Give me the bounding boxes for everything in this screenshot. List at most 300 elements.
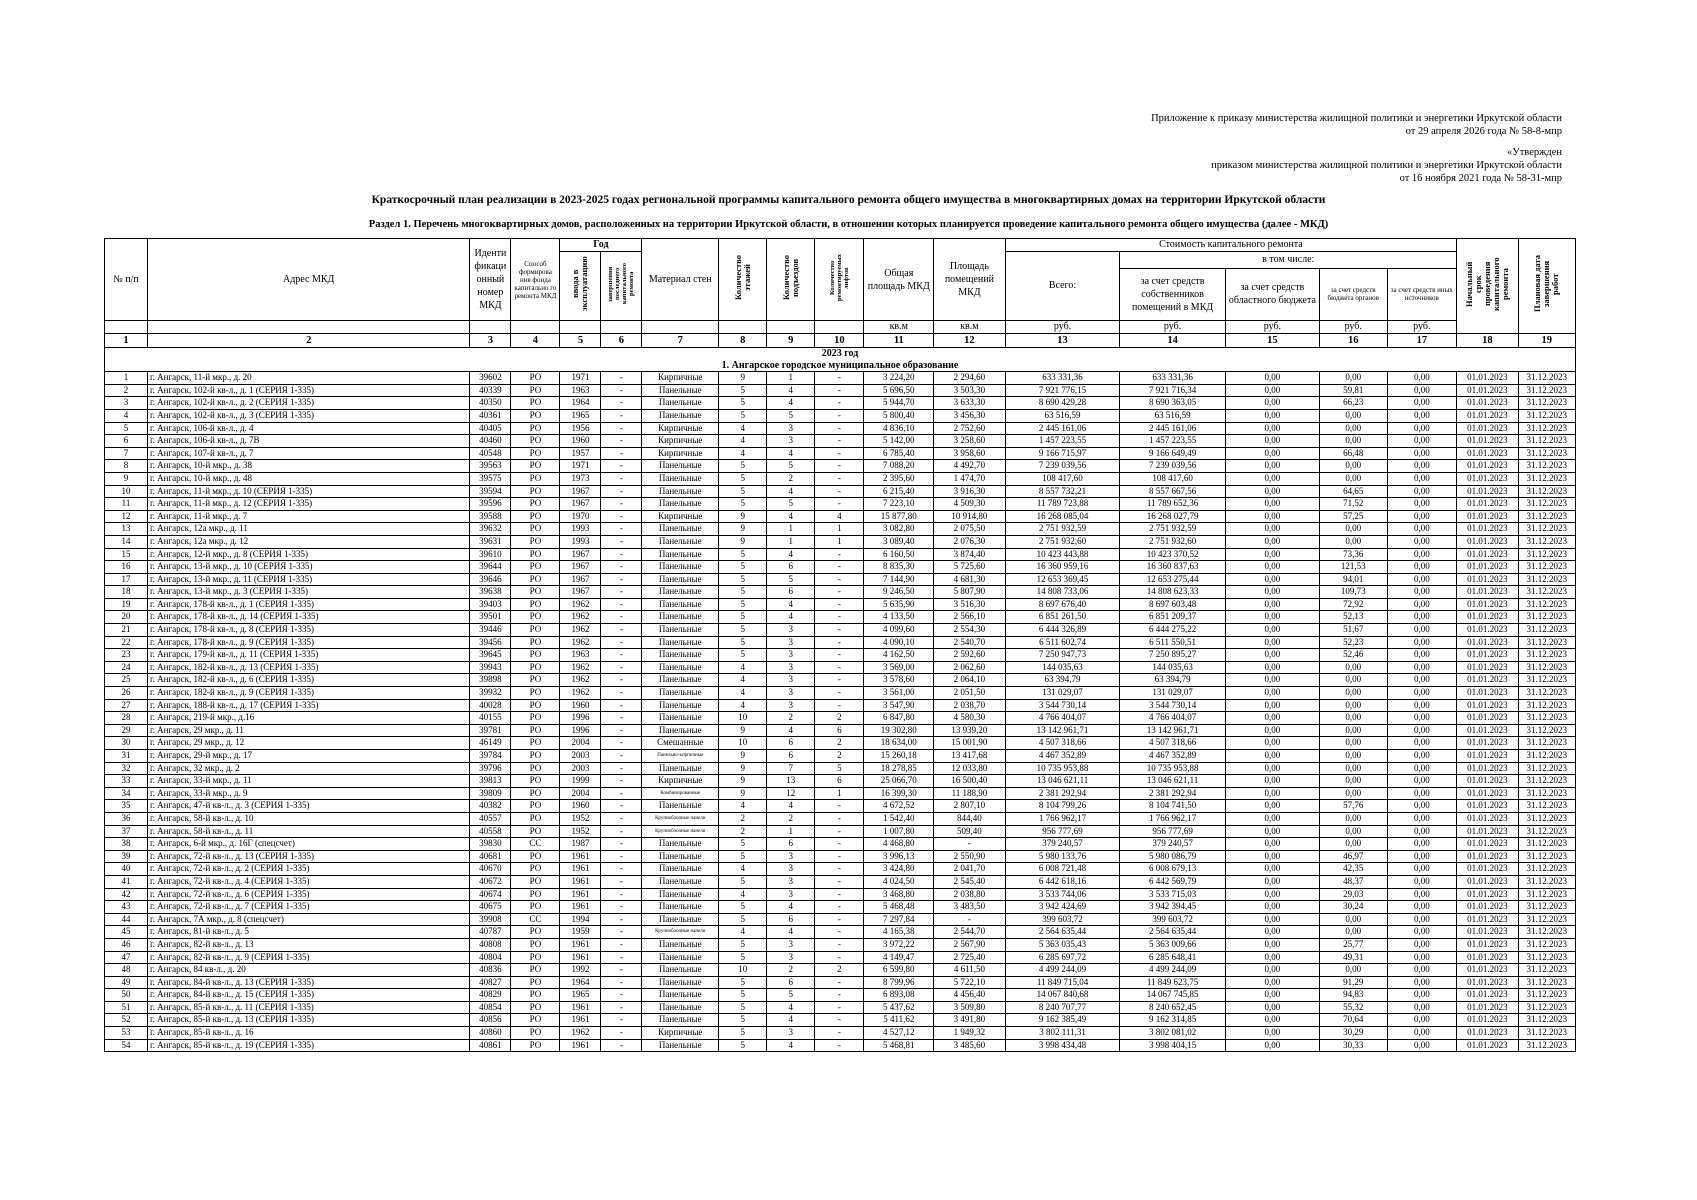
entrances-cell: 6 <box>767 750 815 763</box>
lifts-cell: - <box>815 460 864 473</box>
cost-other-cell: 0,00 <box>1387 548 1457 561</box>
cost-owners-cell: 16 268 027,79 <box>1120 510 1225 523</box>
total-area-cell: 5 411,62 <box>864 1014 934 1027</box>
cost-regional-cell: 0,00 <box>1225 1027 1319 1040</box>
premises-area-cell: 1 474,70 <box>934 472 1006 485</box>
start-date-cell: 01.01.2023 <box>1457 661 1518 674</box>
cost-total-cell: 379 240,57 <box>1005 838 1120 851</box>
year-commission-cell: 2004 <box>560 737 601 750</box>
column-number: 7 <box>642 334 719 348</box>
wall-material-cell: Панельные <box>642 976 719 989</box>
cost-other-cell: 0,00 <box>1387 976 1457 989</box>
column-number: 3 <box>470 334 511 348</box>
end-date-cell: 31.12.2023 <box>1518 1014 1575 1027</box>
col-header-cost-other: за счет средств иных источников <box>1387 268 1457 320</box>
wall-material-cell: Панельные <box>642 397 719 410</box>
cost-owners-cell: 13 046 621,11 <box>1120 775 1225 788</box>
mkd-id-cell: 40681 <box>470 850 511 863</box>
fund-method-cell: РО <box>511 523 560 536</box>
lifts-cell: - <box>815 636 864 649</box>
address-cell: г. Ангарск, 107-й кв-л., д. 7 <box>147 447 469 460</box>
row-num-cell: 18 <box>105 586 148 599</box>
cost-total-cell: 4 507 318,66 <box>1005 737 1120 750</box>
address-cell: г. Ангарск, 182-й кв-л., д. 6 (СЕРИЯ 1-335) <box>147 674 469 687</box>
floors-cell: 4 <box>719 435 767 448</box>
wall-material-cell: Панельные <box>642 863 719 876</box>
table-row <box>105 838 1576 851</box>
end-date-cell: 31.12.2023 <box>1518 472 1575 485</box>
cost-local-cell: 0,00 <box>1319 750 1387 763</box>
lifts-cell: 2 <box>815 737 864 750</box>
floors-cell: 5 <box>719 598 767 611</box>
total-area-cell: 6 160,50 <box>864 548 934 561</box>
lifts-cell: - <box>815 863 864 876</box>
approval-reference <box>1211 146 1562 185</box>
cost-regional-cell: 0,00 <box>1225 573 1319 586</box>
fund-method-cell: РО <box>511 1014 560 1027</box>
end-date-cell: 31.12.2023 <box>1518 687 1575 700</box>
start-date-cell: 01.01.2023 <box>1457 674 1518 687</box>
end-date-cell: 31.12.2023 <box>1518 523 1575 536</box>
address-cell: г. Ангарск, 58-й кв-л., д. 10 <box>147 812 469 825</box>
wall-material-cell: Панельные <box>642 472 719 485</box>
premises-area-cell: 844,40 <box>934 812 1006 825</box>
cost-total-cell: 5 980 133,76 <box>1005 850 1120 863</box>
cost-regional-cell: 0,00 <box>1225 825 1319 838</box>
end-date-cell: 31.12.2023 <box>1518 384 1575 397</box>
premises-area-cell: 16 500,40 <box>934 775 1006 788</box>
lifts-cell: - <box>815 372 864 385</box>
cost-total-cell: 63 516,59 <box>1005 409 1120 422</box>
col-header-num: № п/п <box>105 239 148 321</box>
cost-local-cell: 29,03 <box>1319 888 1387 901</box>
cost-owners-cell: 63 394,79 <box>1120 674 1225 687</box>
fund-method-cell: РО <box>511 976 560 989</box>
floors-cell: 9 <box>719 372 767 385</box>
lifts-cell: - <box>815 1001 864 1014</box>
row-num-cell: 22 <box>105 636 148 649</box>
cost-total-cell: 6 442 618,16 <box>1005 875 1120 888</box>
total-area-cell: 5 696,50 <box>864 384 934 397</box>
wall-material-cell: Панельные <box>642 838 719 851</box>
entrances-cell: 4 <box>767 447 815 460</box>
cost-regional-cell: 0,00 <box>1225 586 1319 599</box>
premises-area-cell: 509,40 <box>934 825 1006 838</box>
unit-cell: руб. <box>1005 321 1120 334</box>
start-date-cell: 01.01.2023 <box>1457 1001 1518 1014</box>
floors-cell: 5 <box>719 573 767 586</box>
floors-cell: 4 <box>719 422 767 435</box>
start-date-cell: 01.01.2023 <box>1457 812 1518 825</box>
start-date-cell: 01.01.2023 <box>1457 548 1518 561</box>
cost-total-cell: 2 564 635,44 <box>1005 926 1120 939</box>
table-row <box>105 1001 1576 1014</box>
annex-line-1: Приложение к приказу министерства жилищной политики и энергетики Иркутской области <box>1151 113 1562 124</box>
cost-owners-cell: 8 104 741,50 <box>1120 800 1225 813</box>
row-num-cell: 17 <box>105 573 148 586</box>
column-number: 16 <box>1319 334 1387 348</box>
address-cell: г. Ангарск, 106-й кв-л., д. 4 <box>147 422 469 435</box>
fund-method-cell: РО <box>511 397 560 410</box>
lifts-cell: - <box>815 624 864 637</box>
row-num-cell: 31 <box>105 750 148 763</box>
premises-area-cell: 2 038,70 <box>934 699 1006 712</box>
premises-area-cell: 2 807,10 <box>934 800 1006 813</box>
cost-local-cell: 0,00 <box>1319 460 1387 473</box>
year-last-repair-cell: - <box>601 875 642 888</box>
cost-owners-cell: 13 142 961,71 <box>1120 724 1225 737</box>
cost-other-cell: 0,00 <box>1387 510 1457 523</box>
wall-material-cell: Панельные <box>642 724 719 737</box>
premises-area-cell: - <box>934 838 1006 851</box>
year-commission-cell: 2003 <box>560 750 601 763</box>
cost-regional-cell: 0,00 <box>1225 498 1319 511</box>
table-row <box>105 976 1576 989</box>
floors-cell: 4 <box>719 888 767 901</box>
cost-owners-cell: 2 751 932,60 <box>1120 535 1225 548</box>
start-date-cell: 01.01.2023 <box>1457 1039 1518 1052</box>
premises-area-cell: 2 294,60 <box>934 372 1006 385</box>
cost-local-cell: 48,37 <box>1319 875 1387 888</box>
year-commission-cell: 1960 <box>560 435 601 448</box>
end-date-cell: 31.12.2023 <box>1518 800 1575 813</box>
cost-total-cell: 2 445 161,06 <box>1005 422 1120 435</box>
cost-local-cell: 0,00 <box>1319 699 1387 712</box>
cost-regional-cell: 0,00 <box>1225 687 1319 700</box>
year-commission-cell: 1993 <box>560 535 601 548</box>
mkd-id-cell: 39646 <box>470 573 511 586</box>
cost-owners-cell: 8 557 667,56 <box>1120 485 1225 498</box>
premises-area-cell: 2 725,40 <box>934 951 1006 964</box>
year-commission-cell: 1962 <box>560 687 601 700</box>
total-area-cell: 4 099,60 <box>864 624 934 637</box>
mkd-id-cell: 40155 <box>470 712 511 725</box>
address-cell: г. Ангарск, 82-й кв-л., д. 9 (СЕРИЯ 1-335) <box>147 951 469 964</box>
unit-cell <box>719 321 767 334</box>
end-date-cell: 31.12.2023 <box>1518 624 1575 637</box>
year-commission-cell: 1999 <box>560 775 601 788</box>
mkd-id-cell: 39813 <box>470 775 511 788</box>
mkd-id-cell: 39446 <box>470 624 511 637</box>
wall-material-cell: Панельно-кирпичные <box>642 750 719 763</box>
premises-area-cell: 4 681,30 <box>934 573 1006 586</box>
cost-other-cell: 0,00 <box>1387 875 1457 888</box>
total-area-cell: 4 149,47 <box>864 951 934 964</box>
start-date-cell: 01.01.2023 <box>1457 611 1518 624</box>
fund-method-cell: РО <box>511 850 560 863</box>
year-commission-cell: 1960 <box>560 699 601 712</box>
lifts-cell: - <box>815 561 864 574</box>
end-date-cell: 31.12.2023 <box>1518 498 1575 511</box>
wall-material-cell: Смешанные <box>642 737 719 750</box>
fund-method-cell: РО <box>511 875 560 888</box>
floors-cell: 2 <box>719 825 767 838</box>
year-commission-cell: 2004 <box>560 787 601 800</box>
table-row <box>105 1027 1576 1040</box>
start-date-cell: 01.01.2023 <box>1457 762 1518 775</box>
cost-local-cell: 0,00 <box>1319 762 1387 775</box>
premises-area-cell: 3 456,30 <box>934 409 1006 422</box>
premises-area-cell: 2 592,60 <box>934 649 1006 662</box>
table-row <box>105 750 1576 763</box>
lifts-cell: - <box>815 976 864 989</box>
fund-method-cell: РО <box>511 598 560 611</box>
year-last-repair-cell: - <box>601 901 642 914</box>
cost-other-cell: 0,00 <box>1387 724 1457 737</box>
start-date-cell: 01.01.2023 <box>1457 901 1518 914</box>
mkd-id-cell: 40856 <box>470 1014 511 1027</box>
total-area-cell: 4 162,50 <box>864 649 934 662</box>
mkd-id-cell: 40675 <box>470 901 511 914</box>
floors-cell: 4 <box>719 699 767 712</box>
cost-total-cell: 7 250 947,73 <box>1005 649 1120 662</box>
entrances-cell: 4 <box>767 724 815 737</box>
row-num-cell: 37 <box>105 825 148 838</box>
cost-other-cell: 0,00 <box>1387 598 1457 611</box>
start-date-cell: 01.01.2023 <box>1457 447 1518 460</box>
cost-local-cell: 55,32 <box>1319 1001 1387 1014</box>
start-date-cell: 01.01.2023 <box>1457 573 1518 586</box>
cost-owners-cell: 5 363 009,66 <box>1120 938 1225 951</box>
cost-other-cell: 0,00 <box>1387 762 1457 775</box>
cost-other-cell: 0,00 <box>1387 573 1457 586</box>
mkd-id-cell: 40405 <box>470 422 511 435</box>
wall-material-cell: Панельные <box>642 485 719 498</box>
total-area-cell: 4 024,50 <box>864 875 934 888</box>
entrances-cell: 3 <box>767 661 815 674</box>
year-commission-cell: 1962 <box>560 674 601 687</box>
wall-material-cell: Кирпичные <box>642 1027 719 1040</box>
premises-area-cell: 4 580,30 <box>934 712 1006 725</box>
entrances-cell: 3 <box>767 938 815 951</box>
table-row <box>105 586 1576 599</box>
column-number: 18 <box>1457 334 1518 348</box>
total-area-cell: 4 133,50 <box>864 611 934 624</box>
premises-area-cell: 13 417,68 <box>934 750 1006 763</box>
start-date-cell: 01.01.2023 <box>1457 397 1518 410</box>
year-last-repair-cell: - <box>601 850 642 863</box>
premises-area-cell: 5 807,90 <box>934 586 1006 599</box>
entrances-cell: 4 <box>767 1014 815 1027</box>
lifts-cell: - <box>815 611 864 624</box>
year-last-repair-cell: - <box>601 775 642 788</box>
address-cell: г. Ангарск, 102-й кв-л., д. 1 (СЕРИЯ 1-335) <box>147 384 469 397</box>
cost-total-cell: 6 285 697,72 <box>1005 951 1120 964</box>
address-cell: г. Ангарск, 13-й мкр., д. 10 (СЕРИЯ 1-335) <box>147 561 469 574</box>
year-last-repair-cell: - <box>601 649 642 662</box>
year-last-repair-cell: - <box>601 586 642 599</box>
start-date-cell: 01.01.2023 <box>1457 951 1518 964</box>
end-date-cell: 31.12.2023 <box>1518 825 1575 838</box>
row-num-cell: 53 <box>105 1027 148 1040</box>
total-area-cell: 3 224,20 <box>864 372 934 385</box>
cost-local-cell: 70,64 <box>1319 1014 1387 1027</box>
row-num-cell: 19 <box>105 598 148 611</box>
lifts-cell: - <box>815 888 864 901</box>
table-row <box>105 573 1576 586</box>
address-cell: г. Ангарск, 29 мкр., д. 12 <box>147 737 469 750</box>
wall-material-cell: Панельные <box>642 989 719 1002</box>
address-cell: г. Ангарск, 178-й кв-л., д. 8 (СЕРИЯ 1-335) <box>147 624 469 637</box>
cost-other-cell: 0,00 <box>1387 750 1457 763</box>
cost-owners-cell: 14 808 623,33 <box>1120 586 1225 599</box>
cost-total-cell: 6 851 261,50 <box>1005 611 1120 624</box>
cost-other-cell: 0,00 <box>1387 397 1457 410</box>
floors-cell: 5 <box>719 548 767 561</box>
cost-owners-cell: 6 442 569,79 <box>1120 875 1225 888</box>
cost-other-cell: 0,00 <box>1387 586 1457 599</box>
cost-other-cell: 0,00 <box>1387 1001 1457 1014</box>
year-last-repair-cell: - <box>601 750 642 763</box>
table-row <box>105 875 1576 888</box>
unit-cell <box>815 321 864 334</box>
wall-material-cell: Панельные <box>642 888 719 901</box>
unit-cell: руб. <box>1120 321 1225 334</box>
cost-total-cell: 3 533 744,06 <box>1005 888 1120 901</box>
total-area-cell: 4 672,52 <box>864 800 934 813</box>
row-num-cell: 13 <box>105 523 148 536</box>
wall-material-cell: Панельные <box>642 1039 719 1052</box>
row-num-cell: 10 <box>105 485 148 498</box>
entrances-cell: 5 <box>767 498 815 511</box>
approval-line-3: от 16 ноября 2021 года № 58-31-мпр <box>1399 173 1562 184</box>
year-commission-cell: 1960 <box>560 800 601 813</box>
total-area-cell: 18 278,85 <box>864 762 934 775</box>
start-date-cell: 01.01.2023 <box>1457 561 1518 574</box>
total-area-cell: 6 893,08 <box>864 989 934 1002</box>
year-commission-cell: 1962 <box>560 624 601 637</box>
mkd-id-cell: 40672 <box>470 875 511 888</box>
column-number: 11 <box>864 334 934 348</box>
lifts-cell: - <box>815 800 864 813</box>
lifts-cell: - <box>815 901 864 914</box>
year-last-repair-cell: - <box>601 460 642 473</box>
year-commission-cell: 1971 <box>560 372 601 385</box>
floors-cell: 5 <box>719 1027 767 1040</box>
cost-other-cell: 0,00 <box>1387 913 1457 926</box>
cost-other-cell: 0,00 <box>1387 649 1457 662</box>
floors-cell: 5 <box>719 384 767 397</box>
fund-method-cell: РО <box>511 624 560 637</box>
end-date-cell: 31.12.2023 <box>1518 485 1575 498</box>
row-num-cell: 32 <box>105 762 148 775</box>
table-row <box>105 384 1576 397</box>
total-area-cell: 4 527,12 <box>864 1027 934 1040</box>
wall-material-cell: Кирпичные <box>642 372 719 385</box>
floors-cell: 5 <box>719 875 767 888</box>
end-date-cell: 31.12.2023 <box>1518 938 1575 951</box>
year-last-repair-cell: - <box>601 1027 642 1040</box>
cost-total-cell: 5 363 035,43 <box>1005 938 1120 951</box>
year-commission-cell: 1967 <box>560 586 601 599</box>
start-date-cell: 01.01.2023 <box>1457 485 1518 498</box>
total-area-cell: 5 944,70 <box>864 397 934 410</box>
floors-cell: 5 <box>719 1039 767 1052</box>
cost-regional-cell: 0,00 <box>1225 1014 1319 1027</box>
entrances-cell: 3 <box>767 850 815 863</box>
entrances-cell: 4 <box>767 510 815 523</box>
cost-other-cell: 0,00 <box>1387 435 1457 448</box>
total-area-cell: 2 395,60 <box>864 472 934 485</box>
table-row <box>105 850 1576 863</box>
total-area-cell: 25 066,70 <box>864 775 934 788</box>
table-row <box>105 775 1576 788</box>
year-commission-cell: 1992 <box>560 964 601 977</box>
row-num-cell: 33 <box>105 775 148 788</box>
mkd-id-cell: 40361 <box>470 409 511 422</box>
fund-method-cell: РО <box>511 1027 560 1040</box>
floors-cell: 5 <box>719 624 767 637</box>
row-num-cell: 52 <box>105 1014 148 1027</box>
cost-owners-cell: 3 533 715,03 <box>1120 888 1225 901</box>
lifts-cell: 5 <box>815 762 864 775</box>
floors-cell: 9 <box>719 762 767 775</box>
cost-total-cell: 14 808 733,06 <box>1005 586 1120 599</box>
premises-area-cell: 10 914,80 <box>934 510 1006 523</box>
total-area-cell: 5 635,90 <box>864 598 934 611</box>
cost-regional-cell: 0,00 <box>1225 1001 1319 1014</box>
cost-other-cell: 0,00 <box>1387 674 1457 687</box>
mkd-id-cell: 40787 <box>470 926 511 939</box>
cost-total-cell: 2 751 932,59 <box>1005 523 1120 536</box>
wall-material-cell: Панельные <box>642 1014 719 1027</box>
table-row <box>105 661 1576 674</box>
address-cell: г. Ангарск, 84-й кв-л., д. 15 (СЕРИЯ 1-335) <box>147 989 469 1002</box>
cost-local-cell: 0,00 <box>1319 661 1387 674</box>
cost-local-cell: 73,36 <box>1319 548 1387 561</box>
lifts-cell: - <box>815 384 864 397</box>
cost-owners-cell: 2 445 161,06 <box>1120 422 1225 435</box>
total-area-cell: 16 399,30 <box>864 787 934 800</box>
col-header-entrances: Количество подъездов <box>767 239 815 321</box>
cost-other-cell: 0,00 <box>1387 422 1457 435</box>
cost-owners-cell: 4 467 352,89 <box>1120 750 1225 763</box>
table-row <box>105 951 1576 964</box>
cost-owners-cell: 6 851 209,37 <box>1120 611 1225 624</box>
floors-cell: 5 <box>719 498 767 511</box>
mkd-id-cell: 39908 <box>470 913 511 926</box>
cost-owners-cell: 10 423 370,52 <box>1120 548 1225 561</box>
cost-total-cell: 11 849 715,04 <box>1005 976 1120 989</box>
premises-area-cell: 2 540,70 <box>934 636 1006 649</box>
wall-material-cell: Панельные <box>642 687 719 700</box>
address-cell: г. Ангарск, 6-й мкр., д. 16Г (спецсчет) <box>147 838 469 851</box>
cost-total-cell: 4 766 404,07 <box>1005 712 1120 725</box>
floors-cell: 5 <box>719 901 767 914</box>
floors-cell: 9 <box>719 523 767 536</box>
unit-cell: руб. <box>1387 321 1457 334</box>
col-header-cost-total: Всего: <box>1005 252 1120 321</box>
year-commission-cell: 1952 <box>560 825 601 838</box>
fund-method-cell: РО <box>511 1039 560 1052</box>
lifts-cell: - <box>815 661 864 674</box>
year-commission-cell: 1961 <box>560 1001 601 1014</box>
cost-owners-cell: 6 444 275,22 <box>1120 624 1225 637</box>
total-area-cell: 3 547,90 <box>864 699 934 712</box>
table-row <box>105 1039 1576 1052</box>
col-header-address: Адрес МКД <box>147 239 469 321</box>
start-date-cell: 01.01.2023 <box>1457 913 1518 926</box>
col-header-start-date: Начальный срок проведения капитального ремонта <box>1457 239 1518 334</box>
cost-local-cell: 66,23 <box>1319 397 1387 410</box>
fund-method-cell: РО <box>511 863 560 876</box>
cost-total-cell: 6 444 326,89 <box>1005 624 1120 637</box>
end-date-cell: 31.12.2023 <box>1518 863 1575 876</box>
year-heading: 2023 год <box>105 348 1576 360</box>
entrances-cell: 3 <box>767 624 815 637</box>
lifts-cell: 1 <box>815 523 864 536</box>
col-header-cost-local: за счет средств бюджета органов <box>1319 268 1387 320</box>
